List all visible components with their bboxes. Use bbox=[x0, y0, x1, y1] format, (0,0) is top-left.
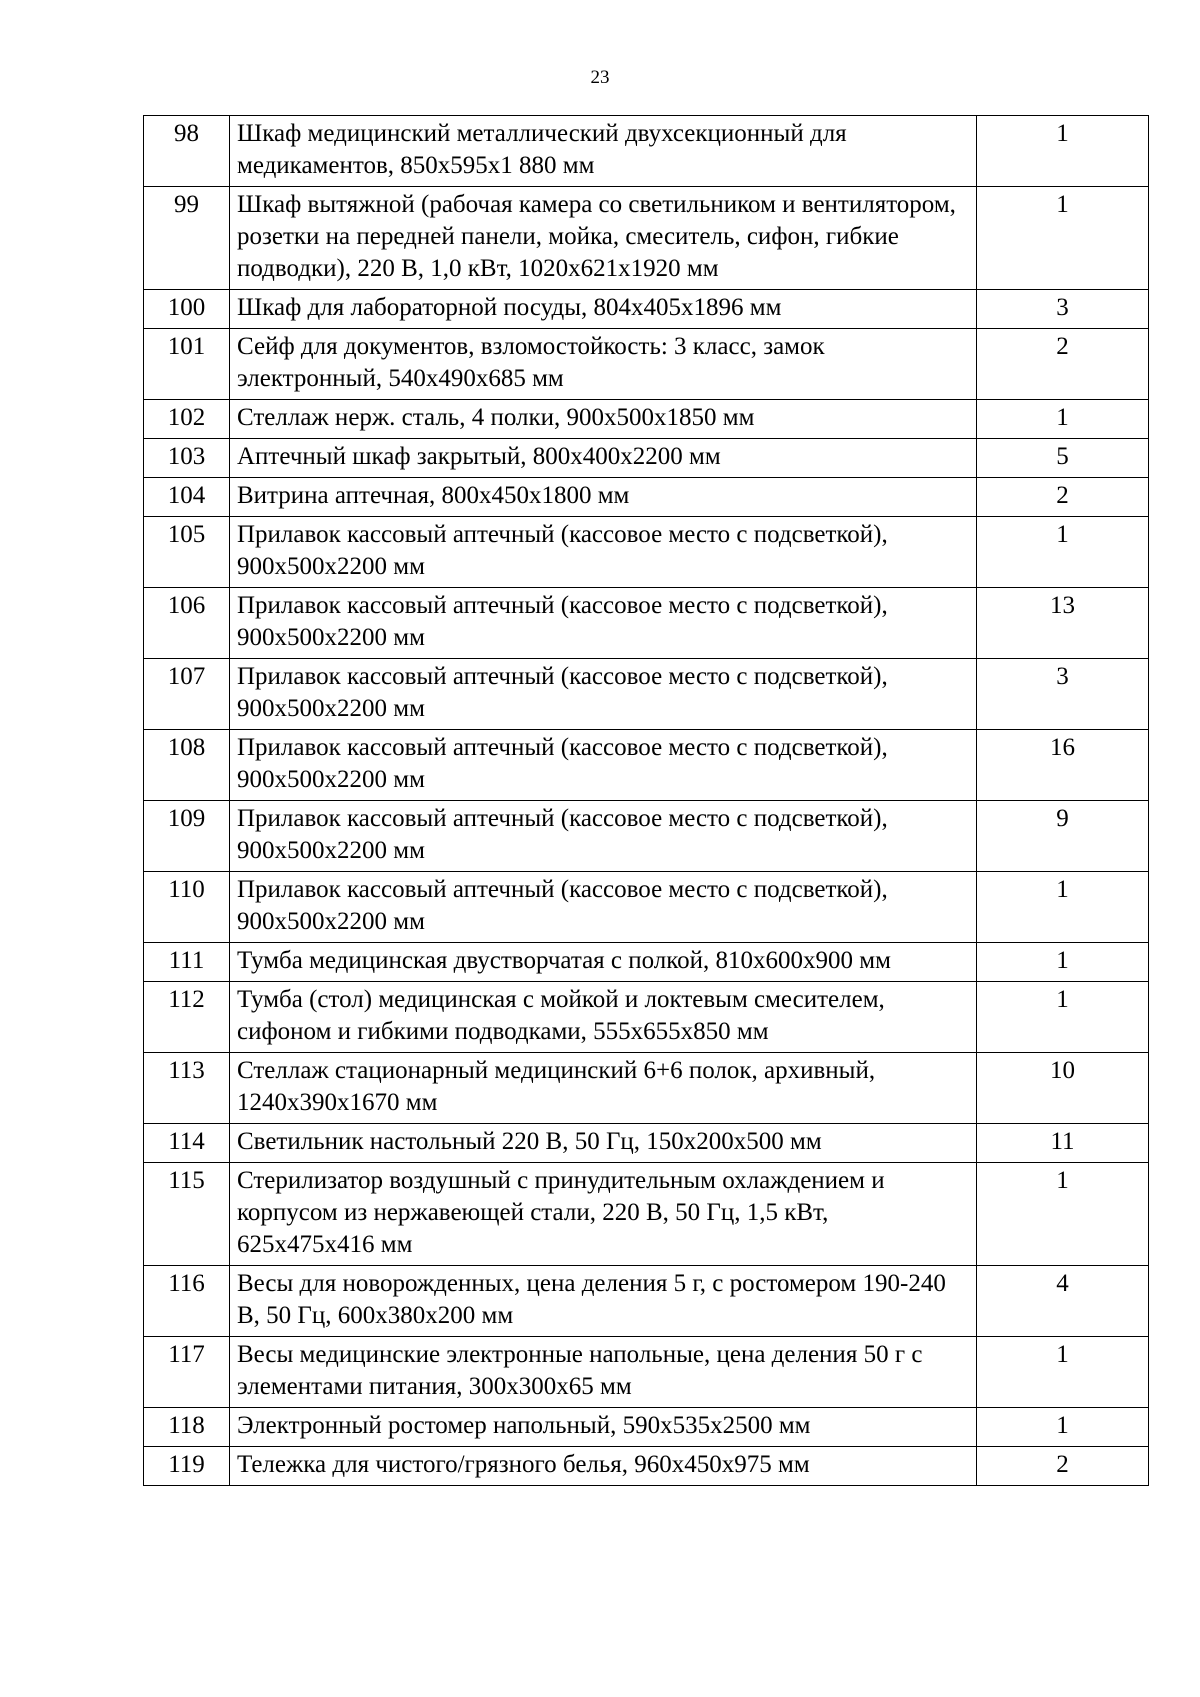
table-row bbox=[144, 290, 1149, 329]
row-number: 104 bbox=[144, 478, 230, 517]
row-number: 116 bbox=[144, 1266, 230, 1337]
table-row bbox=[144, 517, 1149, 588]
table-row bbox=[144, 400, 1149, 439]
item-name: Шкаф медицинский металлический двухсекционный для медикаментов, 850х595х1 880 мм bbox=[230, 116, 977, 187]
item-quantity: 16 bbox=[977, 730, 1149, 801]
row-number: 117 bbox=[144, 1337, 230, 1408]
item-name: Прилавок кассовый аптечный (кассовое место с подсветкой), 900х500х2200 мм bbox=[230, 801, 977, 872]
row-number: 118 bbox=[144, 1408, 230, 1447]
table-row bbox=[144, 1337, 1149, 1408]
item-quantity: 1 bbox=[977, 1163, 1149, 1266]
row-number: 110 bbox=[144, 872, 230, 943]
item-name: Шкаф для лабораторной посуды, 804х405х1896 мм bbox=[230, 290, 977, 329]
item-name: Тумба медицинская двустворчатая с полкой, 810х600х900 мм bbox=[230, 943, 977, 982]
item-quantity: 2 bbox=[977, 478, 1149, 517]
table-row bbox=[144, 1053, 1149, 1124]
row-number: 114 bbox=[144, 1124, 230, 1163]
item-quantity: 9 bbox=[977, 801, 1149, 872]
item-name: Прилавок кассовый аптечный (кассовое место с подсветкой), 900х500х2200 мм bbox=[230, 659, 977, 730]
table-row bbox=[144, 1266, 1149, 1337]
item-quantity: 5 bbox=[977, 439, 1149, 478]
item-name: Прилавок кассовый аптечный (кассовое место с подсветкой), 900х500х2200 мм bbox=[230, 588, 977, 659]
row-number: 112 bbox=[144, 982, 230, 1053]
item-quantity: 1 bbox=[977, 982, 1149, 1053]
row-number: 98 bbox=[144, 116, 230, 187]
page-number: 23 bbox=[590, 67, 610, 88]
item-name: Весы медицинские электронные напольные, цена деления 50 г с элементами питания, 300х300х65 мм bbox=[230, 1337, 977, 1408]
item-quantity: 1 bbox=[977, 872, 1149, 943]
table-row bbox=[144, 872, 1149, 943]
item-quantity: 1 bbox=[977, 116, 1149, 187]
table-row bbox=[144, 439, 1149, 478]
row-number: 107 bbox=[144, 659, 230, 730]
table-row bbox=[144, 329, 1149, 400]
row-number: 100 bbox=[144, 290, 230, 329]
table-row bbox=[144, 116, 1149, 187]
item-name: Стерилизатор воздушный с принудительным охлаждением и корпусом из нержавеющей стали, 220 В, 50 Гц, 1,5 кВт, 625х475х416 мм bbox=[230, 1163, 977, 1266]
item-name: Тележка для чистого/грязного белья, 960х450х975 мм bbox=[230, 1447, 977, 1486]
item-quantity: 3 bbox=[977, 290, 1149, 329]
row-number: 119 bbox=[144, 1447, 230, 1486]
item-quantity: 3 bbox=[977, 659, 1149, 730]
item-quantity: 4 bbox=[977, 1266, 1149, 1337]
row-number: 111 bbox=[144, 943, 230, 982]
item-name: Светильник настольный 220 В, 50 Гц, 150х200х500 мм bbox=[230, 1124, 977, 1163]
table-row bbox=[144, 588, 1149, 659]
table-row bbox=[144, 1124, 1149, 1163]
table-row bbox=[144, 659, 1149, 730]
row-number: 109 bbox=[144, 801, 230, 872]
row-number: 115 bbox=[144, 1163, 230, 1266]
row-number: 108 bbox=[144, 730, 230, 801]
item-name: Стеллаж стационарный медицинский 6+6 полок, архивный, 1240х390х1670 мм bbox=[230, 1053, 977, 1124]
row-number: 103 bbox=[144, 439, 230, 478]
row-number: 101 bbox=[144, 329, 230, 400]
row-number: 99 bbox=[144, 187, 230, 290]
item-quantity: 2 bbox=[977, 329, 1149, 400]
item-name: Стеллаж нерж. сталь, 4 полки, 900х500х1850 мм bbox=[230, 400, 977, 439]
table-row bbox=[144, 982, 1149, 1053]
item-name: Прилавок кассовый аптечный (кассовое место с подсветкой), 900х500х2200 мм bbox=[230, 730, 977, 801]
table-row bbox=[144, 730, 1149, 801]
table-row bbox=[144, 801, 1149, 872]
table-row bbox=[144, 1408, 1149, 1447]
item-name: Прилавок кассовый аптечный (кассовое место с подсветкой), 900х500х2200 мм bbox=[230, 872, 977, 943]
item-quantity: 11 bbox=[977, 1124, 1149, 1163]
table-row bbox=[144, 478, 1149, 517]
item-quantity: 13 bbox=[977, 588, 1149, 659]
row-number: 106 bbox=[144, 588, 230, 659]
equipment-table-body bbox=[144, 116, 1149, 1486]
item-name: Прилавок кассовый аптечный (кассовое место с подсветкой), 900х500х2200 мм bbox=[230, 517, 977, 588]
equipment-table bbox=[143, 115, 1149, 1486]
item-quantity: 1 bbox=[977, 1408, 1149, 1447]
item-name: Витрина аптечная, 800х450х1800 мм bbox=[230, 478, 977, 517]
item-quantity: 1 bbox=[977, 400, 1149, 439]
table-row bbox=[144, 1163, 1149, 1266]
item-name: Шкаф вытяжной (рабочая камера со светильником и вентилятором, розетки на передней панели, мойка, смеситель, сифон, гибкие подводки), 220 В, 1,0 кВт, 1020х621х1920 мм bbox=[230, 187, 977, 290]
item-quantity: 10 bbox=[977, 1053, 1149, 1124]
row-number: 102 bbox=[144, 400, 230, 439]
item-quantity: 1 bbox=[977, 517, 1149, 588]
item-quantity: 2 bbox=[977, 1447, 1149, 1486]
table-row bbox=[144, 943, 1149, 982]
table-row bbox=[144, 1447, 1149, 1486]
item-name: Тумба (стол) медицинская с мойкой и локтевым смесителем, сифоном и гибкими подводками, 555х655х850 мм bbox=[230, 982, 977, 1053]
table-row bbox=[144, 187, 1149, 290]
item-name: Электронный ростомер напольный, 590х535х2500 мм bbox=[230, 1408, 977, 1447]
item-name: Весы для новорожденных, цена деления 5 г, с ростомером 190-240 В, 50 Гц, 600х380х200 мм bbox=[230, 1266, 977, 1337]
row-number: 113 bbox=[144, 1053, 230, 1124]
item-quantity: 1 bbox=[977, 1337, 1149, 1408]
item-quantity: 1 bbox=[977, 187, 1149, 290]
row-number: 105 bbox=[144, 517, 230, 588]
item-quantity: 1 bbox=[977, 943, 1149, 982]
item-name: Аптечный шкаф закрытый, 800х400х2200 мм bbox=[230, 439, 977, 478]
item-name: Сейф для документов, взломостойкость: 3 класс, замок электронный, 540х490х685 мм bbox=[230, 329, 977, 400]
